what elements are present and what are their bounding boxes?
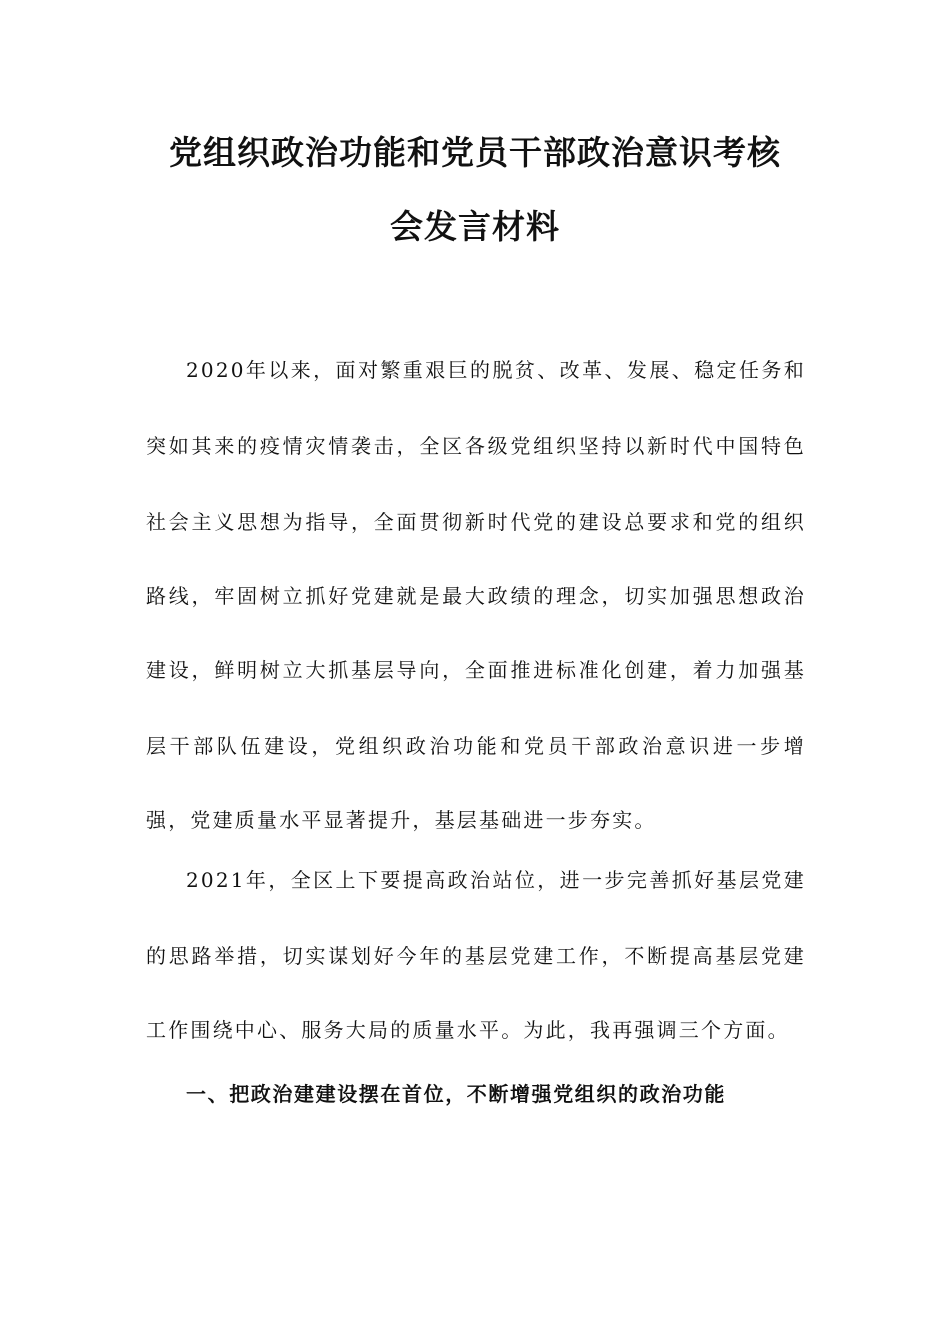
paragraph-1-line-4: 路线，牢固树立抓好党建就是最大政绩的理念，切实加强思想政治 bbox=[146, 584, 806, 608]
paragraph-1-line-5: 建设，鲜明树立大抓基层导向，全面推进标准化创建，着力加强基 bbox=[146, 658, 806, 682]
paragraph-1-line-2: 突如其来的疫情灾情袭击，全区各级党组织坚持以新时代中国特色 bbox=[146, 434, 806, 458]
paragraph-2-line-3: 工作围绕中心、服务大局的质量水平。为此，我再强调三个方面。 bbox=[146, 1018, 790, 1042]
document-title-line-1: 党组织政治功能和党员干部政治意识考核 bbox=[169, 133, 781, 172]
paragraph-2-line-2: 的思路举措，切实谋划好今年的基层党建工作，不断提高基层党建 bbox=[146, 944, 806, 968]
paragraph-1-line-3: 社会主义思想为指导，全面贯彻新时代党的建设总要求和党的组织 bbox=[146, 510, 806, 534]
paragraph-1-line-6: 层干部队伍建设，党组织政治功能和党员干部政治意识进一步增 bbox=[146, 734, 806, 758]
paragraph-1-line-1: 2020年以来，面对繁重艰巨的脱贫、改革、发展、稳定任务和 bbox=[186, 358, 806, 382]
document-title-line-2: 会发言材料 bbox=[390, 207, 560, 246]
section-heading: 一、把政治建建设摆在首位，不断增强党组织的政治功能 bbox=[186, 1082, 726, 1106]
paragraph-1-line-7: 强，党建质量水平显著提升，基层基础进一步夯实。 bbox=[146, 808, 657, 832]
paragraph-2-line-1: 2021年，全区上下要提高政治站位，进一步完善抓好基层党建 bbox=[186, 868, 806, 892]
